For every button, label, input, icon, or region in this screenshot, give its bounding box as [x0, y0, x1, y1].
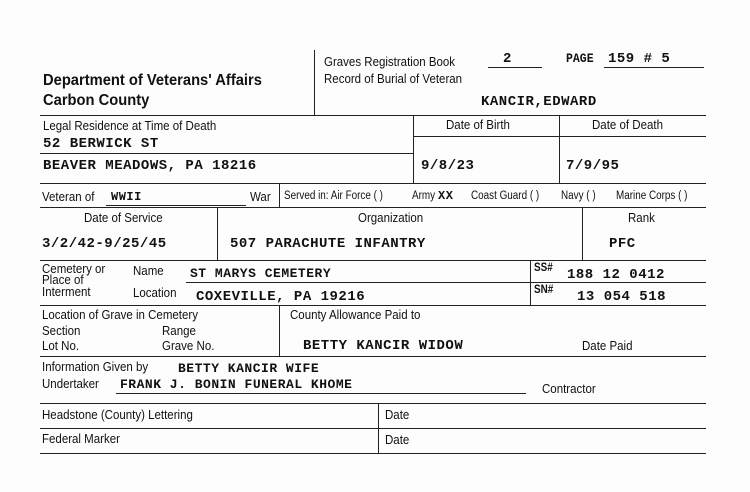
record-label: Record of Burial of Veteran [324, 72, 463, 86]
rule-veteran [40, 207, 706, 208]
rule-header [40, 115, 706, 116]
veteran-name: KANCIR,EDWARD [481, 94, 597, 110]
service-divider1 [217, 207, 218, 260]
veteran-of-value: WWII [111, 190, 142, 204]
given-by-value: BETTY KANCIR WIFE [178, 361, 320, 376]
war-label: War [250, 190, 271, 204]
grave-location-label: Location of Grave in Cemetery [42, 308, 198, 322]
navy-label: Navy ( ) [561, 190, 596, 202]
service-divider2 [582, 207, 583, 260]
cemetery-name-rule [186, 282, 530, 283]
range-label: Range [162, 324, 196, 338]
service-date-label: Date of Service [84, 211, 163, 225]
organization-value: 507 PARACHUTE INFANTRY [230, 236, 426, 252]
rule-info [40, 403, 706, 404]
rank-label: Rank [628, 211, 655, 225]
rank-value: PFC [609, 236, 636, 252]
federal-marker-label: Federal Marker [42, 432, 120, 446]
organization-label: Organization [358, 211, 424, 225]
rule-residence [40, 183, 706, 184]
army-mark: XX [438, 189, 454, 203]
grave-divider [279, 305, 280, 356]
dates-sub-rule [413, 136, 706, 137]
allowance-label: County Allowance Paid to [290, 308, 421, 322]
residence-line2: BEAVER MEADOWS, PA 18216 [43, 158, 257, 174]
page-value: 159 # 5 [608, 51, 671, 67]
undertaker-label: Undertaker [42, 377, 99, 391]
death-value: 7/9/95 [566, 158, 620, 174]
sn-label: SN# [534, 284, 554, 296]
sn-value: 13 054 518 [577, 289, 667, 305]
rule-grave [40, 356, 706, 357]
ss-value: 188 12 0412 [567, 267, 665, 283]
res-divider [413, 115, 414, 183]
ss-label: SS# [534, 262, 553, 274]
rule-headstone [40, 428, 706, 429]
header-divider [314, 50, 315, 115]
cemetery-name-label: Name [133, 264, 164, 278]
cemetery-location-label: Location [133, 286, 177, 300]
residence-label: Legal Residence at Time of Death [43, 119, 217, 133]
date-paid-label: Date Paid [582, 339, 633, 353]
cemetery-location-value: COXEVILLE, PA 19216 [196, 289, 366, 305]
rule-footer [40, 453, 706, 454]
cemetery-label-2: Place of [42, 273, 84, 287]
army-label: Army [412, 190, 436, 202]
grave-no-label: Grave No. [162, 339, 215, 353]
residence-line1: 52 BERWICK ST [43, 136, 159, 152]
book-underline [488, 67, 542, 68]
lot-label: Lot No. [42, 339, 80, 353]
war-divider [279, 183, 280, 207]
cemetery-label-1: Cemetery or [42, 262, 106, 276]
dates-divider [559, 115, 560, 183]
federal-date-label: Date [385, 433, 410, 447]
contractor-label: Contractor [542, 382, 596, 396]
department-title: Department of Veterans' Affairs [43, 72, 262, 89]
undertaker-underline [116, 393, 526, 394]
service-date-value: 3/2/42-9/25/45 [42, 236, 167, 252]
death-label: Date of Death [592, 118, 663, 132]
served-in-label: Served in: Air Force ( ) [284, 190, 383, 202]
cemetery-name-value: ST MARYS CEMETERY [190, 266, 332, 281]
residence-underline [40, 153, 413, 154]
undertaker-value: FRANK J. BONIN FUNERAL KHOME [120, 377, 353, 392]
county-title: Carbon County [43, 92, 150, 109]
page-underline [604, 67, 704, 68]
book-label: Graves Registration Book [324, 55, 456, 69]
headstone-date-label: Date [385, 408, 410, 422]
allowance-value: BETTY KANCIR WIDOW [303, 338, 464, 354]
rule-cemetery [40, 305, 706, 306]
rule-service [40, 260, 706, 261]
section-label: Section [42, 324, 81, 338]
birth-label: Date of Birth [446, 118, 510, 132]
headstone-label: Headstone (County) Lettering [42, 408, 193, 422]
veteran-of-label: Veteran of [42, 190, 95, 204]
birth-value: 9/8/23 [421, 158, 475, 174]
page-label: PAGE [566, 52, 594, 66]
cemetery-label-3: Interment [42, 285, 91, 299]
marine-corps-label: Marine Corps ( ) [616, 190, 688, 202]
veteran-of-underline [106, 205, 246, 206]
book-value: 2 [503, 51, 512, 67]
given-by-label: Information Given by [42, 360, 149, 374]
coast-guard-label: Coast Guard ( ) [471, 190, 540, 202]
